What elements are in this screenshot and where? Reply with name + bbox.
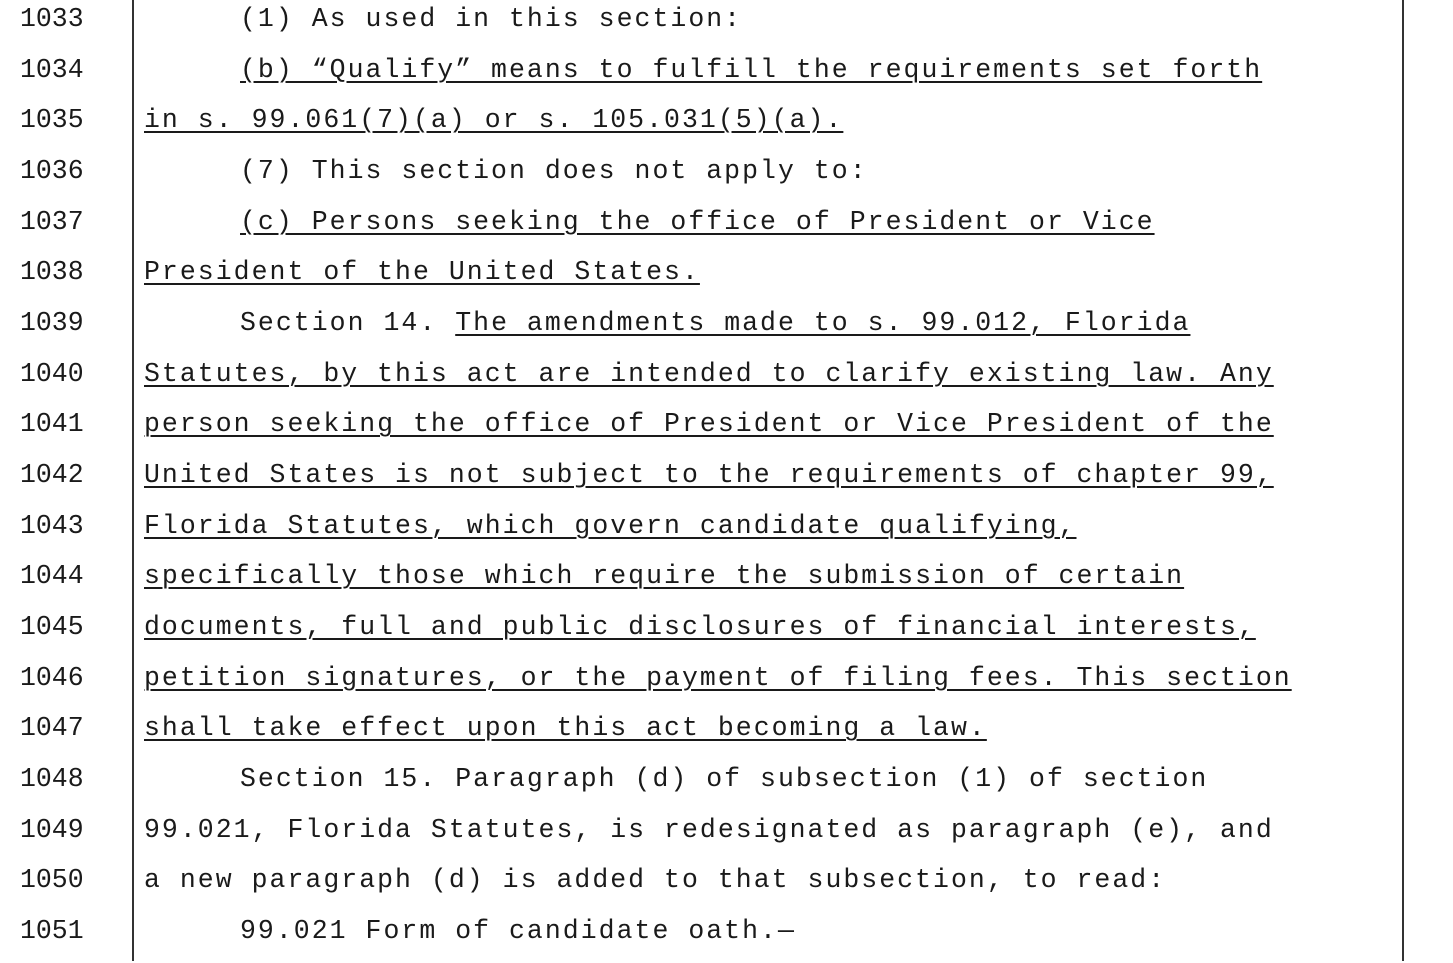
line-number: 1044 [20, 561, 84, 592]
bill-line [0, 152, 1453, 203]
line-text [144, 511, 1077, 541]
line-text [144, 815, 1274, 845]
line-text [240, 55, 1262, 85]
line-text [240, 156, 868, 186]
line-number: 1047 [20, 713, 84, 744]
inserted-text: Florida Statutes, which govern candidate qualifying, [144, 510, 1077, 541]
inserted-text: (c) Persons seeking the office of President or Vice [240, 206, 1155, 237]
line-number: 1033 [20, 4, 84, 34]
line-text [144, 359, 1274, 389]
bill-line [0, 912, 1453, 963]
line-text [144, 663, 1292, 693]
bill-line [0, 608, 1453, 659]
line-number: 1038 [20, 257, 84, 288]
inserted-text: President of the United States. [144, 257, 700, 288]
inserted-text: person seeking the office of President or Vice President of the [144, 409, 1274, 440]
text-segment: (1) As used in this section: [240, 4, 743, 34]
bill-line [0, 253, 1453, 304]
bill-line [0, 507, 1453, 558]
line-text [240, 4, 742, 34]
bill-line [0, 405, 1453, 456]
bill-line [0, 709, 1453, 760]
line-text [240, 764, 1208, 794]
line-text [240, 308, 1190, 338]
line-text [144, 257, 700, 287]
line-text [240, 916, 796, 946]
inserted-text: United States is not subject to the requirements of chapter 99, [144, 460, 1274, 490]
inserted-text: Statutes, by this act are intended to clarify existing law. Any [144, 358, 1274, 389]
text-segment: (7) This section does not apply to: [240, 156, 868, 186]
line-text [144, 105, 843, 135]
text-segment: Section 15. Paragraph (d) of subsection (1) of section [240, 764, 1209, 794]
bill-line [0, 659, 1453, 710]
inserted-text: specifically those which require the submission of certain [144, 561, 1185, 592]
line-text [144, 612, 1256, 642]
line-number: 1036 [20, 156, 84, 186]
inserted-text: documents, full and public disclosures of financial interests, [144, 612, 1256, 642]
line-number: 1045 [20, 612, 84, 642]
bill-line [0, 0, 1453, 51]
bill-line [0, 203, 1453, 254]
line-number: 1039 [20, 308, 84, 338]
inserted-text: petition signatures, or the payment of filing fees. This section [144, 662, 1292, 693]
inserted-text: (b) “Qualify” means to fulfill the requirements set forth [240, 54, 1263, 85]
line-text [144, 561, 1184, 591]
bill-line [0, 304, 1453, 355]
bill-line [0, 51, 1453, 102]
line-number: 1043 [20, 510, 84, 541]
text-segment: 99.021, Florida Statutes, is redesignated as paragraph (e), and [144, 814, 1274, 845]
line-number: 1048 [20, 764, 84, 794]
inserted-text: in s. 99.061(7)(a) or s. 105.031(5)(a). [144, 105, 844, 136]
line-number: 1041 [20, 409, 84, 440]
line-text [144, 460, 1274, 490]
line-text [240, 207, 1155, 237]
line-number: 1037 [20, 206, 84, 237]
line-number: 1051 [20, 916, 84, 946]
line-number: 1040 [20, 358, 84, 389]
bill-line [0, 456, 1453, 507]
line-number: 1034 [20, 54, 84, 85]
bill-line [0, 811, 1453, 862]
line-text [144, 713, 987, 743]
bill-line [0, 557, 1453, 608]
line-number: 1042 [20, 460, 84, 490]
line-text [144, 865, 1166, 895]
bill-line [0, 861, 1453, 912]
bill-line [0, 101, 1453, 152]
line-number: 1050 [20, 865, 84, 896]
line-number: 1046 [20, 662, 84, 693]
line-number: 1049 [20, 814, 84, 845]
bill-line [0, 355, 1453, 406]
inserted-text: The amendments made to s. 99.012, Florida [455, 308, 1191, 338]
text-segment: 99.021 Form of candidate oath.— [240, 916, 796, 946]
line-number: 1035 [20, 105, 84, 136]
line-text [144, 409, 1274, 439]
text-segment: Section 14. [240, 308, 456, 338]
text-segment: a new paragraph (d) is added to that subsection, to read: [144, 865, 1167, 896]
inserted-text: shall take effect upon this act becoming a law. [144, 713, 987, 744]
bill-line [0, 760, 1453, 811]
